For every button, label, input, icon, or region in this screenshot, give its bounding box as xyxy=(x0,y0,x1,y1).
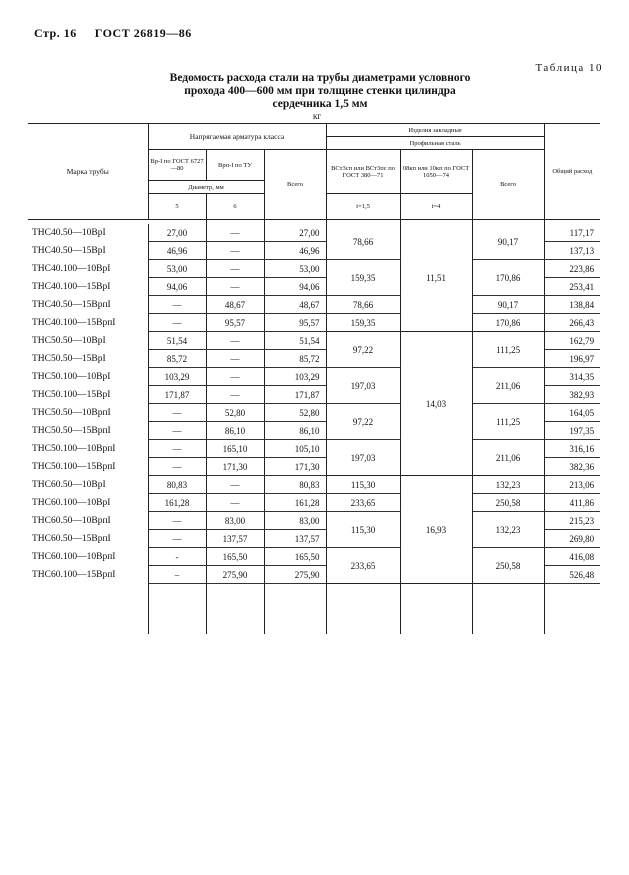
t15-cell: 197,03 xyxy=(326,368,400,404)
t15-cell: 97,22 xyxy=(326,404,400,440)
d5-cell: 27,00 xyxy=(148,224,206,242)
table-row xyxy=(28,512,600,530)
pipe-grade-cell: ТНС50.50—15ВрI xyxy=(28,350,148,368)
table-row xyxy=(28,548,600,566)
empty-cell xyxy=(544,624,600,634)
empty-cell xyxy=(326,594,400,604)
d6-cell: 171,30 xyxy=(206,458,264,476)
d6-cell: 137,57 xyxy=(206,530,264,548)
empty-row xyxy=(28,584,600,595)
d5-cell: — xyxy=(148,440,206,458)
empty-cell xyxy=(472,624,544,634)
col-vrp1-tu: Врп-I по ТУ xyxy=(206,150,264,181)
d5-cell: 103,29 xyxy=(148,368,206,386)
d6-cell: — xyxy=(206,386,264,404)
table-row xyxy=(28,404,600,422)
empty-cell xyxy=(264,614,326,624)
tension-total-cell: 161,28 xyxy=(264,494,326,512)
overall-cell: 314,35 xyxy=(544,368,600,386)
tension-total-cell: 51,54 xyxy=(264,332,326,350)
empty-cell xyxy=(206,614,264,624)
embedded-total-cell: 250,58 xyxy=(472,494,544,512)
table-title xyxy=(140,72,500,111)
pipe-grade-cell: ТНС50.100—10ВрI xyxy=(28,368,148,386)
embedded-total-cell: 170,86 xyxy=(472,314,544,332)
d5-cell: 51,54 xyxy=(148,332,206,350)
tension-total-cell: 85,72 xyxy=(264,350,326,368)
empty-cell xyxy=(326,584,400,595)
t15-cell: 97,22 xyxy=(326,332,400,368)
empty-row xyxy=(28,614,600,624)
empty-cell xyxy=(206,624,264,634)
tension-total-cell: 171,87 xyxy=(264,386,326,404)
pipe-grade-cell: ТНС60.100—10ВрпI xyxy=(28,548,148,566)
empty-cell xyxy=(326,624,400,634)
empty-cell xyxy=(148,584,206,595)
overall-cell: 164,05 xyxy=(544,404,600,422)
empty-cell xyxy=(400,594,472,604)
empty-cell xyxy=(544,614,600,624)
table-row xyxy=(28,296,600,314)
empty-row xyxy=(28,594,600,604)
d6-cell: 86,10 xyxy=(206,422,264,440)
page-label: Стр. 16 xyxy=(34,26,77,40)
tension-total-cell: 103,29 xyxy=(264,368,326,386)
d6-cell: 165,10 xyxy=(206,440,264,458)
d6-cell: — xyxy=(206,494,264,512)
empty-cell xyxy=(544,604,600,614)
empty-cell xyxy=(472,584,544,595)
empty-cell xyxy=(544,584,600,595)
overall-cell: 382,36 xyxy=(544,458,600,476)
pipe-grade-cell: ТНС40.50—10ВрI xyxy=(28,224,148,242)
d5-cell: — xyxy=(148,422,206,440)
t15-cell: 159,35 xyxy=(326,260,400,296)
empty-row xyxy=(28,604,600,614)
empty-cell xyxy=(472,594,544,604)
embedded-total-cell: 90,17 xyxy=(472,224,544,260)
overall-cell: 316,16 xyxy=(544,440,600,458)
tension-total-cell: 48,67 xyxy=(264,296,326,314)
d5-cell: 161,28 xyxy=(148,494,206,512)
d6-cell: — xyxy=(206,368,264,386)
overall-cell: 253,41 xyxy=(544,278,600,296)
col-overall: Общий расход xyxy=(544,124,600,220)
pipe-grade-cell: ТНС60.50—10ВрI xyxy=(28,476,148,494)
t15-cell: 115,30 xyxy=(326,476,400,494)
empty-cell xyxy=(28,584,148,595)
pipe-grade-cell: ТНС40.100—15ВрI xyxy=(28,278,148,296)
d5-cell: — xyxy=(148,404,206,422)
t15-cell: 233,65 xyxy=(326,494,400,512)
t4-cell: 14,03 xyxy=(400,332,472,476)
pipe-grade-cell: ТНС60.100—15ВрпI xyxy=(28,566,148,584)
tension-total-cell: 86,10 xyxy=(264,422,326,440)
d5-cell: 53,00 xyxy=(148,260,206,278)
tension-total-cell: 46,96 xyxy=(264,242,326,260)
empty-cell xyxy=(148,614,206,624)
table-row xyxy=(28,476,600,494)
d5-cell: 85,72 xyxy=(148,350,206,368)
embedded-total-cell: 211,06 xyxy=(472,368,544,404)
col-d5: 5 xyxy=(148,194,206,220)
empty-cell xyxy=(472,604,544,614)
d6-cell: — xyxy=(206,332,264,350)
empty-cell xyxy=(264,624,326,634)
t4-cell: 11,51 xyxy=(400,224,472,332)
tension-total-cell: 105,10 xyxy=(264,440,326,458)
t15-cell: 78,66 xyxy=(326,296,400,314)
empty-cell xyxy=(400,604,472,614)
d5-cell: — xyxy=(148,530,206,548)
d6-cell: 95,57 xyxy=(206,314,264,332)
d5-cell: — xyxy=(148,512,206,530)
empty-cell xyxy=(400,624,472,634)
table-row xyxy=(28,314,600,332)
col-tension-group: Напрягаемая арматура класса xyxy=(148,124,326,150)
d6-cell: — xyxy=(206,476,264,494)
d6-cell: 52,80 xyxy=(206,404,264,422)
col-total-tension: Всего xyxy=(264,150,326,220)
d5-cell: 94,06 xyxy=(148,278,206,296)
d6-cell: 165,50 xyxy=(206,548,264,566)
tension-total-cell: 275,90 xyxy=(264,566,326,584)
t4-cell: 16,93 xyxy=(400,476,472,584)
embedded-total-cell: 90,17 xyxy=(472,296,544,314)
col-t4: t=4 xyxy=(400,194,472,220)
d5-cell: 171,87 xyxy=(148,386,206,404)
embedded-total-cell: 250,58 xyxy=(472,548,544,584)
empty-cell xyxy=(148,594,206,604)
overall-cell: 266,43 xyxy=(544,314,600,332)
embedded-total-cell: 132,23 xyxy=(472,512,544,548)
d5-cell: 46,96 xyxy=(148,242,206,260)
t15-cell: 159,35 xyxy=(326,314,400,332)
empty-cell xyxy=(28,594,148,604)
overall-cell: 416,08 xyxy=(544,548,600,566)
empty-cell xyxy=(544,594,600,604)
col-total-embedded: Всего xyxy=(472,150,544,220)
tension-total-cell: 53,00 xyxy=(264,260,326,278)
d6-cell: — xyxy=(206,260,264,278)
d6-cell: — xyxy=(206,224,264,242)
pipe-grade-cell: ТНС40.50—15ВрI xyxy=(28,242,148,260)
col-steel08: 08кп или 10кп по ГОСТ 1050—74 xyxy=(400,150,472,194)
steel-consumption-table xyxy=(28,123,600,634)
empty-cell xyxy=(148,604,206,614)
pipe-grade-cell: ТНС60.50—15ВрпI xyxy=(28,530,148,548)
title-line: сердечника 1,5 мм xyxy=(272,98,368,110)
overall-cell: 162,79 xyxy=(544,332,600,350)
col-profile-steel: Профильная сталь xyxy=(326,137,544,150)
empty-cell xyxy=(28,614,148,624)
pipe-grade-cell: ТНС60.100—10ВрI xyxy=(28,494,148,512)
d5-cell: — xyxy=(148,296,206,314)
embedded-total-cell: 211,06 xyxy=(472,440,544,476)
table-row xyxy=(28,332,600,350)
tension-total-cell: 137,57 xyxy=(264,530,326,548)
table-row xyxy=(28,224,600,242)
d5-cell: 80,83 xyxy=(148,476,206,494)
t15-cell: 233,65 xyxy=(326,548,400,584)
tension-total-cell: 165,50 xyxy=(264,548,326,566)
overall-cell: 526,48 xyxy=(544,566,600,584)
page-header xyxy=(34,26,192,41)
col-d6: 6 xyxy=(206,194,264,220)
d5-cell: — xyxy=(148,458,206,476)
overall-cell: 196,97 xyxy=(544,350,600,368)
col-t15: t=1,5 xyxy=(326,194,400,220)
d6-cell: 48,67 xyxy=(206,296,264,314)
empty-cell xyxy=(28,604,148,614)
overall-cell: 411,86 xyxy=(544,494,600,512)
embedded-total-cell: 111,25 xyxy=(472,404,544,440)
empty-cell xyxy=(326,614,400,624)
table-row xyxy=(28,494,600,512)
d5-cell: – xyxy=(148,566,206,584)
d5-cell: — xyxy=(148,314,206,332)
pipe-grade-cell: ТНС40.50—15ВрпI xyxy=(28,296,148,314)
t15-cell: 197,03 xyxy=(326,440,400,476)
empty-cell xyxy=(264,594,326,604)
empty-cell xyxy=(264,584,326,595)
col-embedded-group: Изделия закладные xyxy=(326,124,544,137)
embedded-total-cell: 132,23 xyxy=(472,476,544,494)
overall-cell: 197,35 xyxy=(544,422,600,440)
d6-cell: 83,00 xyxy=(206,512,264,530)
col-vrp1-gost: Вр-I по ГОСТ 6727—80 xyxy=(148,150,206,181)
tension-total-cell: 52,80 xyxy=(264,404,326,422)
empty-cell xyxy=(472,614,544,624)
tension-total-cell: 83,00 xyxy=(264,512,326,530)
overall-cell: 382,93 xyxy=(544,386,600,404)
empty-cell xyxy=(28,624,148,634)
col-vst3sp: ВСт3сп или ВСт3пс по ГОСТ 380—71 xyxy=(326,150,400,194)
tension-total-cell: 27,00 xyxy=(264,224,326,242)
overall-cell: 215,23 xyxy=(544,512,600,530)
table-row xyxy=(28,368,600,386)
empty-cell xyxy=(206,604,264,614)
table-number: Таблица 10 xyxy=(535,62,603,74)
table-row xyxy=(28,440,600,458)
overall-cell: 269,80 xyxy=(544,530,600,548)
t15-cell: 115,30 xyxy=(326,512,400,548)
overall-cell: 138,84 xyxy=(544,296,600,314)
empty-cell xyxy=(148,624,206,634)
overall-cell: 223,86 xyxy=(544,260,600,278)
d6-cell: 275,90 xyxy=(206,566,264,584)
pipe-grade-cell: ТНС40.100—10ВрI xyxy=(28,260,148,278)
empty-row xyxy=(28,624,600,634)
title-line: Ведомость расхода стали на трубы диаметрами условного xyxy=(169,72,471,84)
col-diameter: Диаметр, мм xyxy=(148,181,264,194)
empty-cell xyxy=(206,584,264,595)
pipe-grade-cell: ТНС50.50—15ВрпI xyxy=(28,422,148,440)
tension-total-cell: 94,06 xyxy=(264,278,326,296)
tension-total-cell: 80,83 xyxy=(264,476,326,494)
overall-cell: 117,17 xyxy=(544,224,600,242)
overall-cell: 137,13 xyxy=(544,242,600,260)
empty-cell xyxy=(206,594,264,604)
empty-cell xyxy=(400,614,472,624)
unit-label: кг xyxy=(313,111,322,121)
t15-cell: 78,66 xyxy=(326,224,400,260)
empty-cell xyxy=(400,584,472,595)
tension-total-cell: 95,57 xyxy=(264,314,326,332)
pipe-grade-cell: ТНС60.50—10ВрпI xyxy=(28,512,148,530)
pipe-grade-cell: ТНС50.50—10ВрпI xyxy=(28,404,148,422)
title-line: прохода 400—600 мм при толщине стенки цилиндра xyxy=(184,85,456,97)
d6-cell: — xyxy=(206,278,264,296)
d6-cell: — xyxy=(206,350,264,368)
empty-cell xyxy=(326,604,400,614)
table-row xyxy=(28,260,600,278)
tension-total-cell: 171,30 xyxy=(264,458,326,476)
col-pipe-grade: Марка трубы xyxy=(28,124,148,220)
d5-cell: - xyxy=(148,548,206,566)
pipe-grade-cell: ТНС50.50—10ВрI xyxy=(28,332,148,350)
pipe-grade-cell: ТНС50.100—15ВрI xyxy=(28,386,148,404)
pipe-grade-cell: ТНС50.100—10ВрпI xyxy=(28,440,148,458)
standard-number: ГОСТ 26819—86 xyxy=(94,26,192,40)
embedded-total-cell: 170,86 xyxy=(472,260,544,296)
embedded-total-cell: 111,25 xyxy=(472,332,544,368)
d6-cell: — xyxy=(206,242,264,260)
empty-cell xyxy=(264,604,326,614)
pipe-grade-cell: ТНС50.100—15ВрпI xyxy=(28,458,148,476)
pipe-grade-cell: ТНС40.100—15ВрпI xyxy=(28,314,148,332)
overall-cell: 213,06 xyxy=(544,476,600,494)
